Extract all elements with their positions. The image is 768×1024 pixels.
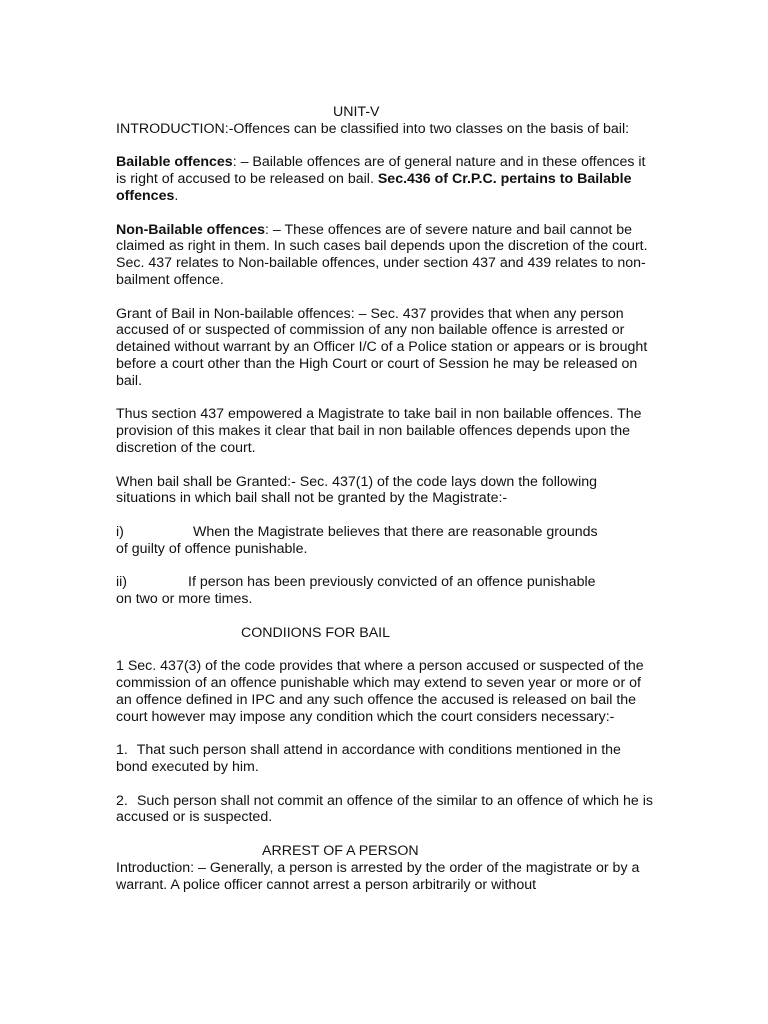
list-item-continuation: on two or more times. [116, 591, 253, 608]
list-item [116, 793, 656, 827]
list-item-text: Such person shall not commit an offence of the similar to an offence of which he is accused or is suspected. [116, 792, 653, 826]
list-item [116, 574, 656, 608]
document-body [116, 104, 656, 910]
arrest-heading: ARREST OF A PERSON [262, 843, 419, 860]
arrest-intro-paragraph: Introduction: – Generally, a person is arrested by the order of the magistrate or by a warrant. A police officer cannot arrest a person arbitrarily or without [116, 859, 640, 893]
non-bailable-paragraph [116, 222, 656, 289]
bailable-end: . [174, 187, 179, 204]
list-item [116, 524, 656, 558]
intro-paragraph: INTRODUCTION:-Offences can be classified into two classes on the basis of bail: [116, 120, 630, 137]
bailable-section-ref: Sec.436 of Cr.P.C. pertains to Bailable offences [116, 171, 632, 204]
unit-title: UNIT-V [333, 104, 380, 120]
list-marker: 1. [116, 742, 128, 759]
list-item-continuation: of guilty of offence punishable. [116, 540, 308, 557]
list-item-text: That such person shall attend in accordance with conditions mentioned in the bond executed by him. [116, 742, 621, 776]
grant-paragraph: Grant of Bail in Non-bailable offences: – Sec. 437 provides that when any person accused of or suspected of commission of any non bailable offence is arrested or detained without warrant by an Officer I/C of a Police station or appears or is brought before a court other than the High Court or court of Session he may be released on bail. [116, 305, 648, 389]
list-item [116, 742, 656, 776]
bailable-paragraph [116, 154, 656, 204]
list-marker: ii) [116, 574, 128, 591]
conditions-heading: CONDIIONS FOR BAIL [241, 624, 390, 641]
list-marker: i) [116, 523, 124, 540]
bailable-term: Bailable offences [116, 154, 233, 171]
list-item-text: If person has been previously convicted of an offence punishable [188, 574, 596, 591]
bailable-text: : – Bailable offences are of general nature and in these offences it is right of accused to be released on bail. [116, 154, 646, 188]
list-item-text: When the Magistrate believes that there are reasonable grounds [193, 523, 598, 540]
non-bailable-term: Non-Bailable offences [116, 221, 265, 238]
granted-paragraph: When bail shall be Granted:- Sec. 437(1) of the code lays down the following situations in which bail shall not be granted by the Magistrate:- [116, 473, 598, 507]
non-bailable-text: : – These offences are of severe nature and bail cannot be claimed as right in them. In such cases bail depends upon the discretion of the court. Sec. 437 relates to Non-bailable offences, under section 437 and 439 relates to non-bailment offence. [116, 221, 648, 288]
empower-paragraph: Thus section 437 empowered a Magistrate to take bail in non bailable offences. The provision of this makes it clear that bail in non bailable offences depends upon the discretion of the court. [116, 406, 642, 456]
conditions-paragraph: 1 Sec. 437(3) of the code provides that where a person accused or suspected of the commission of an offence punishable which may extend to seven year or more or of an offence defined in IPC and any such offence the accused is released on bail the court however may impose any condition which the court considers necessary:- [116, 658, 644, 725]
list-marker: 2. [116, 792, 128, 809]
